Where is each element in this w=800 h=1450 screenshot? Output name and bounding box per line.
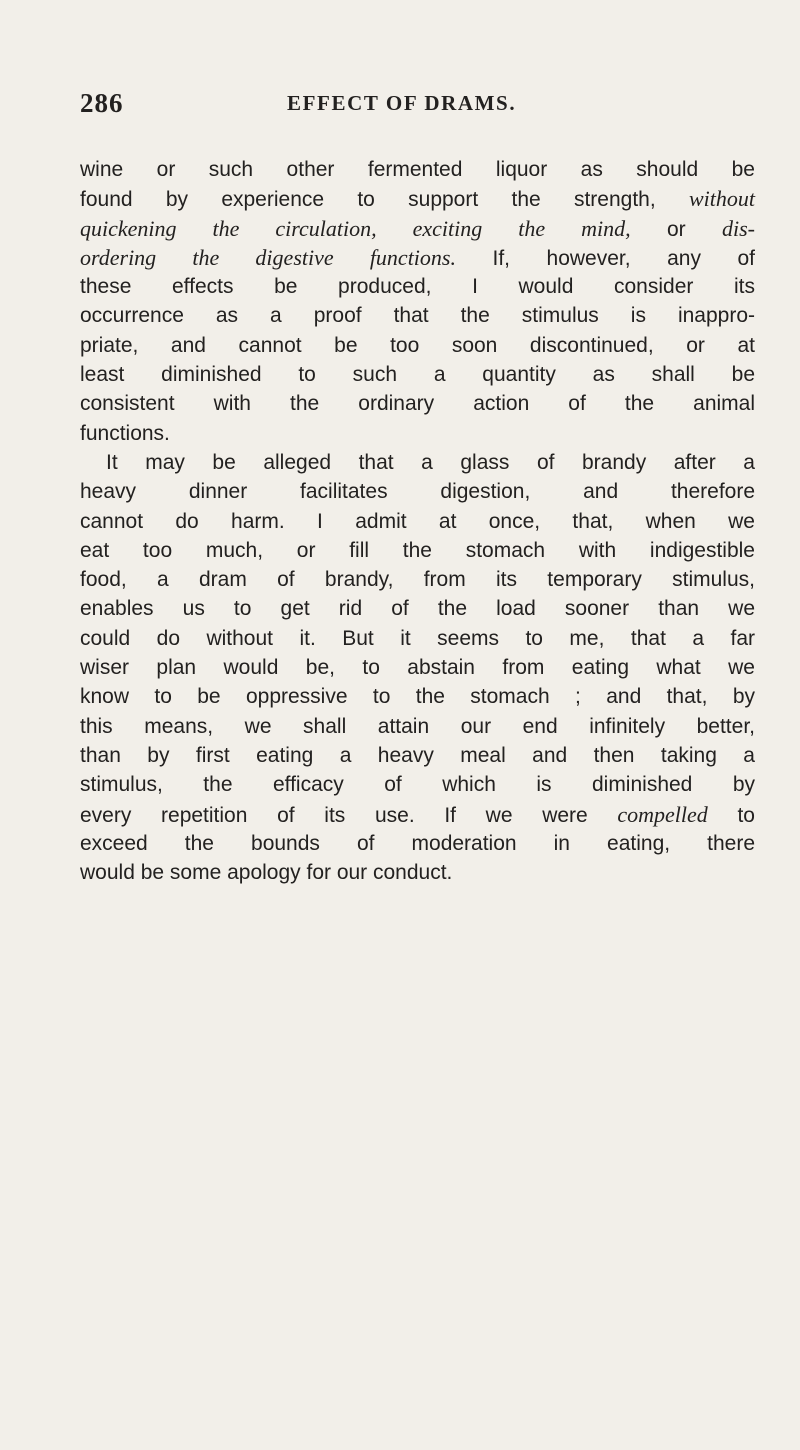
text-line xyxy=(80,536,755,565)
text-run: heavy dinner facilitates digestion, and therefore xyxy=(80,480,755,504)
running-title: EFFECT OF DRAMS. xyxy=(287,91,517,115)
text-run: functions. xyxy=(80,421,170,445)
text-run: would be some apology for our conduct. xyxy=(80,861,453,885)
text-run: this means, we shall attain our end infinitely better, xyxy=(80,714,755,738)
text-run: wine or such other fermented liquor as should be xyxy=(80,158,755,181)
text-line xyxy=(80,800,755,829)
text-run: It may be alleged that a glass of brandy after a xyxy=(106,450,755,474)
text-run: food, a dram of brandy, from its temporary stimulus, xyxy=(80,568,755,592)
text-run: to xyxy=(707,803,755,827)
text-run: eat too much, or fill the stomach with indigestible xyxy=(80,538,755,562)
italic-text: quickening the circulation, exciting the mind, xyxy=(80,215,631,241)
text-line xyxy=(80,301,755,330)
paragraph xyxy=(80,155,755,448)
text-line xyxy=(80,243,755,272)
text-line xyxy=(80,419,755,448)
text-line xyxy=(80,653,755,682)
text-run: every repetition of its use. If we were xyxy=(80,803,618,827)
text-line xyxy=(80,331,755,360)
text-line xyxy=(80,565,755,594)
text-run: these effects be produced, I would consider its xyxy=(80,275,755,299)
text-run: found by experience to support the strength, xyxy=(80,188,689,212)
italic-text: compelled xyxy=(617,801,708,827)
text-line xyxy=(80,712,755,741)
text-run: wiser plan would be, to abstain from eating what we xyxy=(80,656,755,680)
text-line xyxy=(80,829,755,858)
text-run: know to be oppressive to the stomach ; and that, by xyxy=(80,685,755,709)
text-line xyxy=(80,360,755,389)
page-number: 286 xyxy=(80,88,124,118)
running-head xyxy=(80,88,730,124)
body-text xyxy=(80,155,755,887)
italic-text: without xyxy=(688,186,755,212)
text-run: or xyxy=(630,217,722,241)
text-line xyxy=(80,477,755,506)
text-line xyxy=(80,507,755,536)
text-line xyxy=(80,858,755,887)
text-line xyxy=(80,448,755,477)
text-line xyxy=(80,682,755,711)
text-line xyxy=(80,389,755,418)
text-line xyxy=(80,624,755,653)
text-line xyxy=(80,272,755,301)
text-run: stimulus, the efficacy of which is diminished by xyxy=(80,773,755,797)
text-run: priate, and cannot be too soon discontinued, or at xyxy=(80,333,755,357)
text-line xyxy=(80,214,755,243)
text-run: If, however, any of xyxy=(455,246,755,270)
text-run: occurrence as a proof that the stimulus is inappro- xyxy=(80,304,755,328)
italic-text: ordering the digestive functions. xyxy=(80,244,456,270)
text-line xyxy=(80,155,755,184)
italic-text: dis- xyxy=(722,215,755,241)
text-run: could do without it. But it seems to me, that a far xyxy=(80,626,755,650)
text-line xyxy=(80,741,755,770)
paragraph xyxy=(80,448,755,887)
text-line xyxy=(80,770,755,799)
text-line xyxy=(80,184,755,213)
text-run: consistent with the ordinary action of the animal xyxy=(80,392,755,416)
text-line xyxy=(80,594,755,623)
text-run: least diminished to such a quantity as shall be xyxy=(80,363,755,387)
text-run: cannot do harm. I admit at once, that, when we xyxy=(80,509,755,533)
text-run: than by first eating a heavy meal and then taking a xyxy=(80,743,755,767)
text-run: exceed the bounds of moderation in eating, there xyxy=(80,831,755,855)
text-run: enables us to get rid of the load sooner than we xyxy=(80,597,755,621)
